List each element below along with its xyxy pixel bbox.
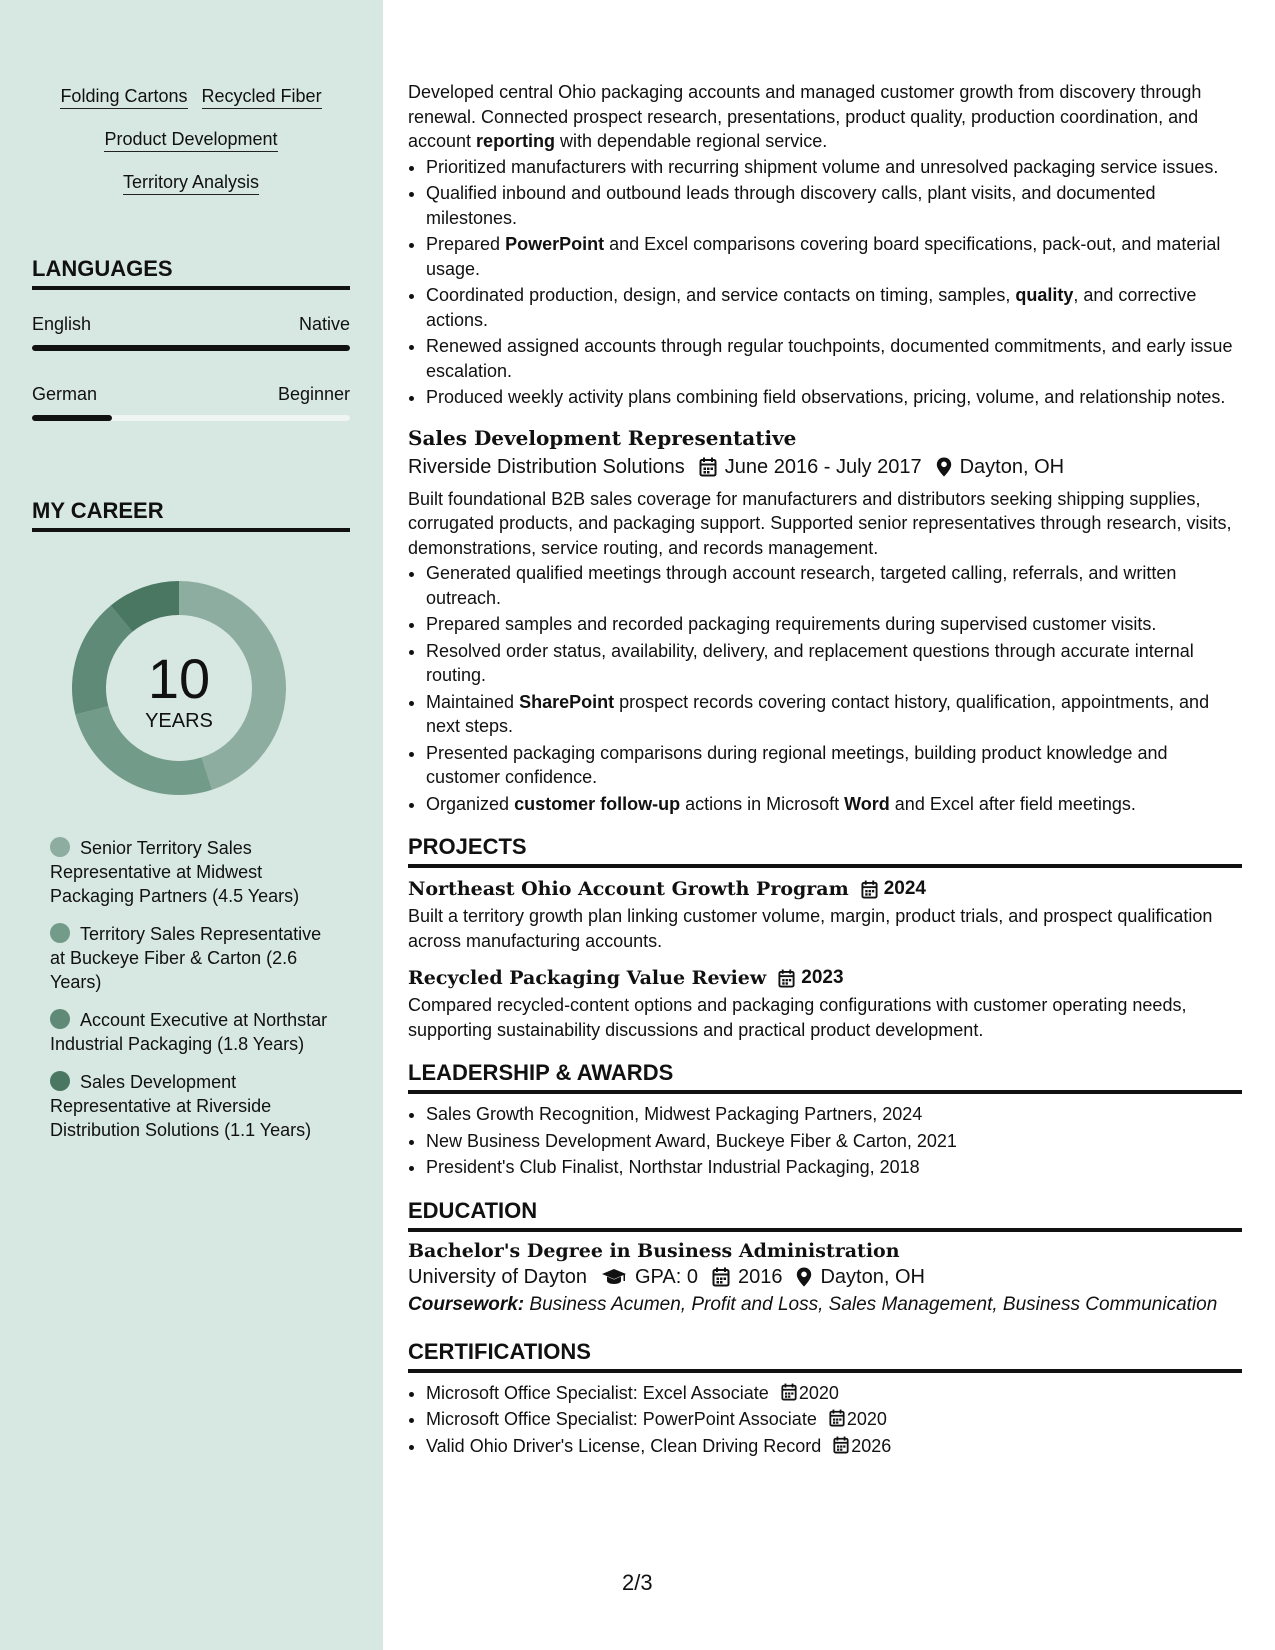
- calendar-icon: [699, 457, 717, 477]
- skill-tag: Folding Cartons: [60, 86, 187, 109]
- award-item: • New Business Development Award, Buckeye Fiber & Carton, 2021: [426, 1129, 1242, 1154]
- job-bullet: • Produced weekly activity plans combining field observations, pricing, volume, and relationship notes.: [426, 385, 1242, 410]
- job-meta: [408, 456, 1242, 479]
- language-german: [32, 384, 350, 421]
- legend-text: Territory Sales Representative at Buckeye Fiber & Carton (2.6 Years): [50, 924, 322, 992]
- certification-item: • Valid Ohio Driver's License, Clean Driving Record 2026: [426, 1434, 1242, 1459]
- job-summary: Built foundational B2B sales coverage for manufacturers and distributors seeking shipping supplies, corrugated products, and packaging support. Supported senior representatives through research, visits, demonstrations, service routing, and records management.: [408, 488, 1232, 558]
- project-year: 2024: [883, 878, 927, 899]
- project-title: [408, 967, 1242, 989]
- certifications-list: [408, 1381, 1242, 1459]
- legend-dot: [50, 1071, 70, 1091]
- school-location: Dayton, OH: [820, 1265, 925, 1288]
- career-legend-item: [50, 1070, 340, 1142]
- job-bullet: • Generated qualified meetings through account research, targeted calling, referrals, and written outreach.: [426, 561, 1242, 610]
- graduation-year: 2016: [737, 1265, 783, 1288]
- career-donut-chart: [66, 575, 292, 801]
- career-heading: MY CAREER: [32, 498, 350, 532]
- page-number: 2/3: [622, 1570, 653, 1595]
- career-legend-item: [50, 836, 340, 908]
- language-proficiency-bar: [32, 415, 350, 421]
- award-item: • Sales Growth Recognition, Midwest Packaging Partners, 2024: [426, 1102, 1242, 1127]
- award-item: • President's Club Finalist, Northstar Industrial Packaging, 2018: [426, 1155, 1242, 1180]
- job-bullets: [408, 561, 1242, 816]
- career-legend-item: [50, 1008, 340, 1056]
- projects-heading: PROJECTS: [408, 834, 1242, 868]
- language-english: [32, 314, 350, 351]
- company-name: Riverside Distribution Solutions: [408, 455, 685, 478]
- certifications-heading: CERTIFICATIONS: [408, 1339, 1242, 1373]
- skill-tags: [32, 86, 350, 215]
- project-name: Recycled Packaging Value Review: [408, 967, 767, 989]
- certification-item: • Microsoft Office Specialist: PowerPoint Associate 2020: [426, 1407, 1242, 1432]
- gpa: GPA: 0: [634, 1265, 698, 1288]
- calendar-icon: [861, 880, 878, 899]
- language-proficiency-fill: [32, 345, 350, 351]
- certification-item: • Microsoft Office Specialist: Excel Associate 2020: [426, 1381, 1242, 1406]
- project-title: [408, 878, 1242, 900]
- career-total-years: 10: [147, 647, 211, 710]
- legend-text: Sales Development Representative at Riverside Distribution Solutions (1.1 Years): [50, 1072, 312, 1140]
- job-bullet: • Prepared PowerPoint and Excel comparisons covering board specifications, pack-out, and material usage.: [426, 232, 1242, 281]
- language-proficiency-bar: [32, 345, 350, 351]
- job-bullet: • Maintained SharePoint prospect records covering contact history, qualification, appointments, and next steps.: [426, 690, 1242, 739]
- legend-text: Senior Territory Sales Representative at Midwest Packaging Partners (4.5 Years): [50, 838, 300, 906]
- main-content: [408, 80, 1242, 1460]
- language-proficiency-fill: [32, 415, 112, 421]
- map-pin-icon: [936, 457, 952, 477]
- job-title: Sales Development Representative: [408, 425, 797, 450]
- job-bullet: • Coordinated production, design, and service contacts on timing, samples, quality, and corrective actions.: [426, 283, 1242, 332]
- job-bullet: • Prioritized manufacturers with recurring shipment volume and unresolved packaging service issues.: [426, 155, 1242, 180]
- awards-heading: LEADERSHIP & AWARDS: [408, 1060, 1242, 1094]
- language-name: German: [32, 384, 98, 404]
- job-dates: June 2016 - July 2017: [724, 455, 922, 478]
- language-level: Beginner: [277, 384, 350, 404]
- job-bullet: • Renewed assigned accounts through regular touchpoints, documented commitments, and early issue escalation.: [426, 334, 1242, 383]
- project-description: Built a territory growth plan linking customer volume, margin, product trials, and prospect qualification across manufacturing accounts.: [408, 906, 1213, 951]
- school-name: University of Dayton: [408, 1265, 587, 1288]
- project-name: Northeast Ohio Account Growth Program: [408, 878, 849, 900]
- career-legend-item: [50, 922, 340, 994]
- job-bullet: • Qualified inbound and outbound leads through discovery calls, plant visits, and documented milestones.: [426, 181, 1242, 230]
- calendar-icon: [829, 1409, 845, 1427]
- job-location: Dayton, OH: [959, 455, 1065, 478]
- calendar-icon: [778, 969, 795, 988]
- calendar-icon: [781, 1383, 797, 1401]
- donut-segment: [72, 606, 132, 715]
- career-years-label: YEARS: [145, 710, 213, 732]
- job-summary: Developed central Ohio packaging accounts and managed customer growth from discovery through renewal. Connected prospect research, presentations, product quality, production coordination, and account reporting with dependable regional service.: [408, 82, 1202, 151]
- language-level: Native: [298, 314, 350, 334]
- sidebar: [0, 0, 383, 1650]
- job-bullet: • Presented packaging comparisons during regional meetings, building product knowledge and customer confidence.: [426, 741, 1242, 790]
- project-year: 2023: [801, 967, 844, 988]
- calendar-icon: [833, 1436, 849, 1454]
- map-pin-icon: [796, 1267, 812, 1287]
- education-meta: [408, 1266, 1242, 1289]
- job-bullet: • Prepared samples and recorded packaging requirements during supervised customer visits.: [426, 612, 1242, 637]
- career-legend: [50, 836, 340, 1156]
- skill-tag: Recycled Fiber: [202, 86, 322, 109]
- legend-text: Account Executive at Northstar Industrial Packaging (1.8 Years): [50, 1010, 328, 1054]
- degree-title: Bachelor's Degree in Business Administration: [408, 1239, 900, 1262]
- skill-tag: Product Development: [104, 129, 277, 152]
- graduation-cap-icon: [601, 1268, 627, 1286]
- legend-dot: [50, 837, 70, 857]
- coursework: Coursework: Business Acumen, Profit and Loss, Sales Management, Business Communication: [408, 1293, 1218, 1315]
- languages-heading: LANGUAGES: [32, 256, 350, 290]
- calendar-icon: [712, 1267, 730, 1287]
- skill-tag: Territory Analysis: [123, 172, 259, 195]
- language-name: English: [32, 314, 92, 334]
- education-heading: EDUCATION: [408, 1198, 1242, 1232]
- project-description: Compared recycled-content options and packaging configurations with customer operating needs, supporting sustainability discussions and practical product development.: [408, 995, 1187, 1040]
- job-bullet: • Resolved order status, availability, delivery, and replacement questions through accurate internal routing.: [426, 639, 1242, 688]
- legend-dot: [50, 1009, 70, 1029]
- job-bullet: • Organized customer follow-up actions in Microsoft Word and Excel after field meetings.: [426, 792, 1242, 817]
- job-bullets: [408, 155, 1242, 410]
- legend-dot: [50, 923, 70, 943]
- awards-list: [408, 1102, 1242, 1180]
